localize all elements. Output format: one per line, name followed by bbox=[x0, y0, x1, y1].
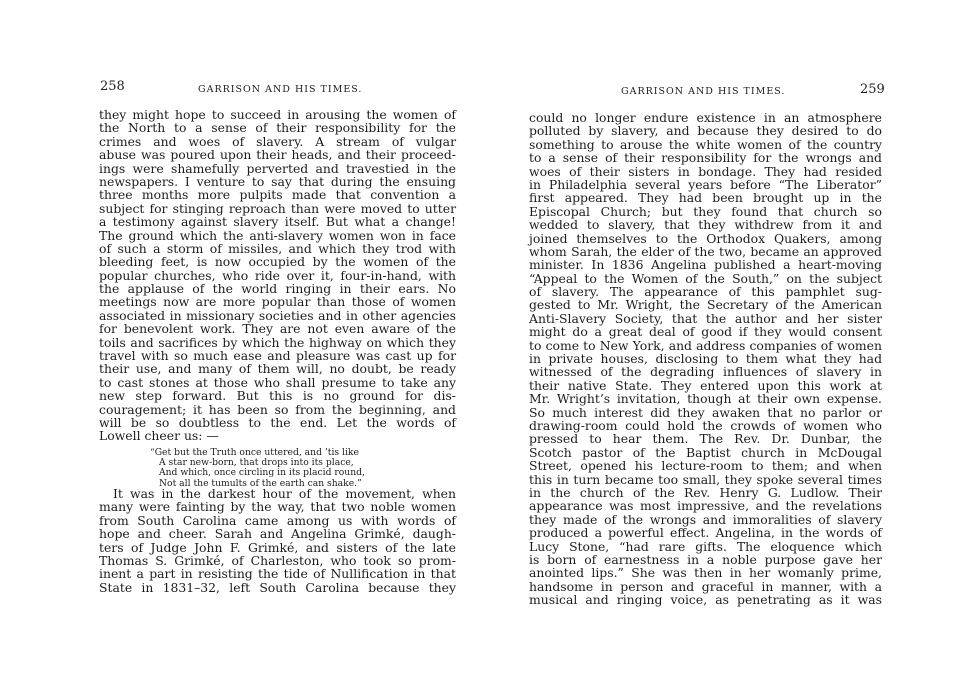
text-line: subject for stinging reproach than were moved to utter bbox=[99, 200, 456, 216]
paragraph-1 bbox=[99, 108, 456, 443]
page-number: 259 bbox=[860, 82, 885, 97]
text-line: from South Carolina came among us with words of bbox=[99, 512, 456, 528]
text-line: might do a great deal of good if they would consent bbox=[529, 324, 882, 340]
text-line: handsome in person and graceful in manner, with a bbox=[529, 578, 882, 594]
text-line: they made of the wrongs and immoralities of slavery bbox=[529, 511, 882, 527]
text-line: wedded to slavery, that they withdrew from it and bbox=[529, 217, 882, 233]
text-line: Thomas S. Grimké, of Charleston, who took so prom- bbox=[99, 552, 456, 568]
text-line: in the church of the Rev. Henry G. Ludlow. Their bbox=[529, 484, 882, 500]
text-line: It was in the darkest hour of the movement, when bbox=[113, 486, 456, 501]
text-line: crimes and woes of slavery. A stream of vulgar bbox=[99, 133, 456, 149]
text-line: meetings now are more popular than those of women bbox=[99, 294, 456, 310]
text-line: anointed lips.” She was then in her womanly prime, bbox=[529, 565, 882, 581]
text-line: hope and cheer. Sarah and Angelina Grimké, daugh- bbox=[99, 526, 456, 542]
text-line: of slavery. The appearance of this pamphlet sug- bbox=[529, 284, 882, 300]
text-line: three months more pulpits made that convention a bbox=[99, 187, 456, 203]
text-line: toils and sacrifices by which the highway on which they bbox=[99, 334, 456, 350]
text-line: to cast stones at those who shall presume to take any bbox=[99, 374, 456, 390]
running-head: GARRISON AND HIS TIMES. bbox=[621, 86, 786, 97]
text-line: their use, and many of them will, no doubt, be ready bbox=[99, 361, 456, 377]
text-line: The ground which the anti-slavery women won in face bbox=[99, 227, 456, 243]
poem-line: Not all the tumults of the earth can shake.” bbox=[159, 477, 362, 489]
text-line: new step forward. But this is no ground for dis- bbox=[99, 388, 456, 404]
text-line: many were fainting by the way, that two noble women bbox=[99, 499, 456, 515]
text-line: their native State. They entered upon this work at bbox=[529, 377, 882, 393]
text-line: drawing-room could hold the crowds of women who bbox=[529, 417, 882, 433]
text-line: the North to a sense of their responsibility for the bbox=[99, 120, 456, 136]
text-line: joined themselves to the Orthodox Quakers, among bbox=[529, 230, 882, 246]
text-line: could no longer endure existence in an atmosphere bbox=[529, 110, 882, 125]
text-line: in Philadelphia several years before “The Liberator” bbox=[529, 176, 882, 192]
text-line: State in 1831–32, left South Carolina because they bbox=[99, 579, 456, 595]
text-line: gested to Mr. Wright, the Secretary of the American bbox=[529, 297, 882, 313]
text-line: will be so doubtless to the end. Let the words of bbox=[99, 414, 456, 430]
poem-line: And which, once circling in its placid round, bbox=[159, 467, 365, 479]
text-line: produced a powerful effect. Angelina, in the words of bbox=[529, 525, 882, 541]
text-line: something to arouse the white women of the country bbox=[529, 136, 882, 152]
text-line: Mr. Wright’s invitation, though at their own expense. bbox=[529, 391, 882, 407]
text-line: musical and ringing voice, as penetrating as it was bbox=[529, 592, 882, 608]
text-line: “Appeal to the Women of the South,” on the subject bbox=[529, 270, 882, 286]
text-line: they might hope to succeed in arousing the women of bbox=[99, 107, 456, 122]
text-line: associated in missionary societies and in other agencies bbox=[99, 307, 456, 323]
text-line: newspapers. I venture to say that during the ensuing bbox=[99, 173, 456, 189]
text-line: minister. In 1836 Angelina published a heart-moving bbox=[529, 257, 882, 273]
text-line: to come to New York, and address companies of women bbox=[529, 337, 882, 353]
text-line: abuse was poured upon their heads, and their proceed- bbox=[99, 147, 456, 163]
text-line: appearance was most impressive, and the revelations bbox=[529, 498, 882, 514]
text-line: a testimony against slavery itself. But what a change! bbox=[99, 214, 456, 230]
text-line: Lucy Stone, “had rare gifts. The eloquence which bbox=[529, 538, 882, 554]
text-line: of such a storm of missiles, and which they trod with bbox=[99, 240, 456, 256]
paragraph-continued bbox=[529, 111, 882, 606]
page-number: 258 bbox=[100, 79, 125, 94]
text-line: ters of Judge John F. Grimké, and sisters of the late bbox=[99, 539, 456, 555]
text-line: first appeared. They had been brought up in the bbox=[529, 190, 882, 206]
text-line: Scotch pastor of the Baptist church in McDougal bbox=[529, 444, 882, 460]
text-line: whom Sarah, the elder of the two, became an approved bbox=[529, 243, 882, 259]
text-line: travel with so much ease and pleasure was cast up for bbox=[99, 348, 456, 364]
text-line: in private houses, disclosing to them what they had bbox=[529, 351, 882, 367]
text-line: inent a part in resisting the tide of Nullification in that bbox=[99, 566, 456, 582]
text-line: Anti-Slavery Society, that the author and her sister bbox=[529, 310, 882, 326]
text-line: Lowell cheer us: — bbox=[99, 428, 219, 444]
text-line: popular churches, who ride over it, four-in-hand, with bbox=[99, 267, 456, 283]
text-line: this in turn became too small, they spoke several times bbox=[529, 471, 882, 487]
text-line: for benevolent work. They are not even aware of the bbox=[99, 321, 456, 337]
text-line: polluted by slavery, and because they desired to do bbox=[529, 123, 882, 139]
running-head: GARRISON AND HIS TIMES. bbox=[198, 84, 363, 95]
text-line: to a sense of their responsibility for the wrongs and bbox=[529, 150, 882, 166]
right-page bbox=[490, 0, 980, 689]
poem-quote bbox=[150, 448, 410, 489]
text-line: pressed to hear them. The Rev. Dr. Dunbar, the bbox=[529, 431, 882, 447]
poem-line: A star new-born, that drops into its place, bbox=[159, 457, 354, 469]
paragraph-2 bbox=[99, 487, 456, 594]
text-line: the applause of the world ringing in their ears. No bbox=[99, 281, 456, 297]
text-line: is born of earnestness in a noble purpose gave her bbox=[529, 551, 882, 567]
text-line: ings were shamefully perverted and travestied in the bbox=[99, 160, 456, 176]
text-line: witnessed of the degrading influences of slavery in bbox=[529, 364, 882, 380]
text-line: Episcopal Church; but they found that church so bbox=[529, 203, 882, 219]
text-line: So much interest did they awaken that no parlor or bbox=[529, 404, 882, 420]
poem-line: “Get but the Truth once uttered, and ’tis like bbox=[150, 447, 359, 458]
text-line: couragement; it has been so from the beginning, and bbox=[99, 401, 456, 417]
text-line: bleeding feet, is now occupied by the women of the bbox=[99, 254, 456, 270]
text-line: Street, opened his lecture-room to them; and when bbox=[529, 458, 882, 474]
text-line: woes of their sisters in bondage. They had resided bbox=[529, 163, 882, 179]
